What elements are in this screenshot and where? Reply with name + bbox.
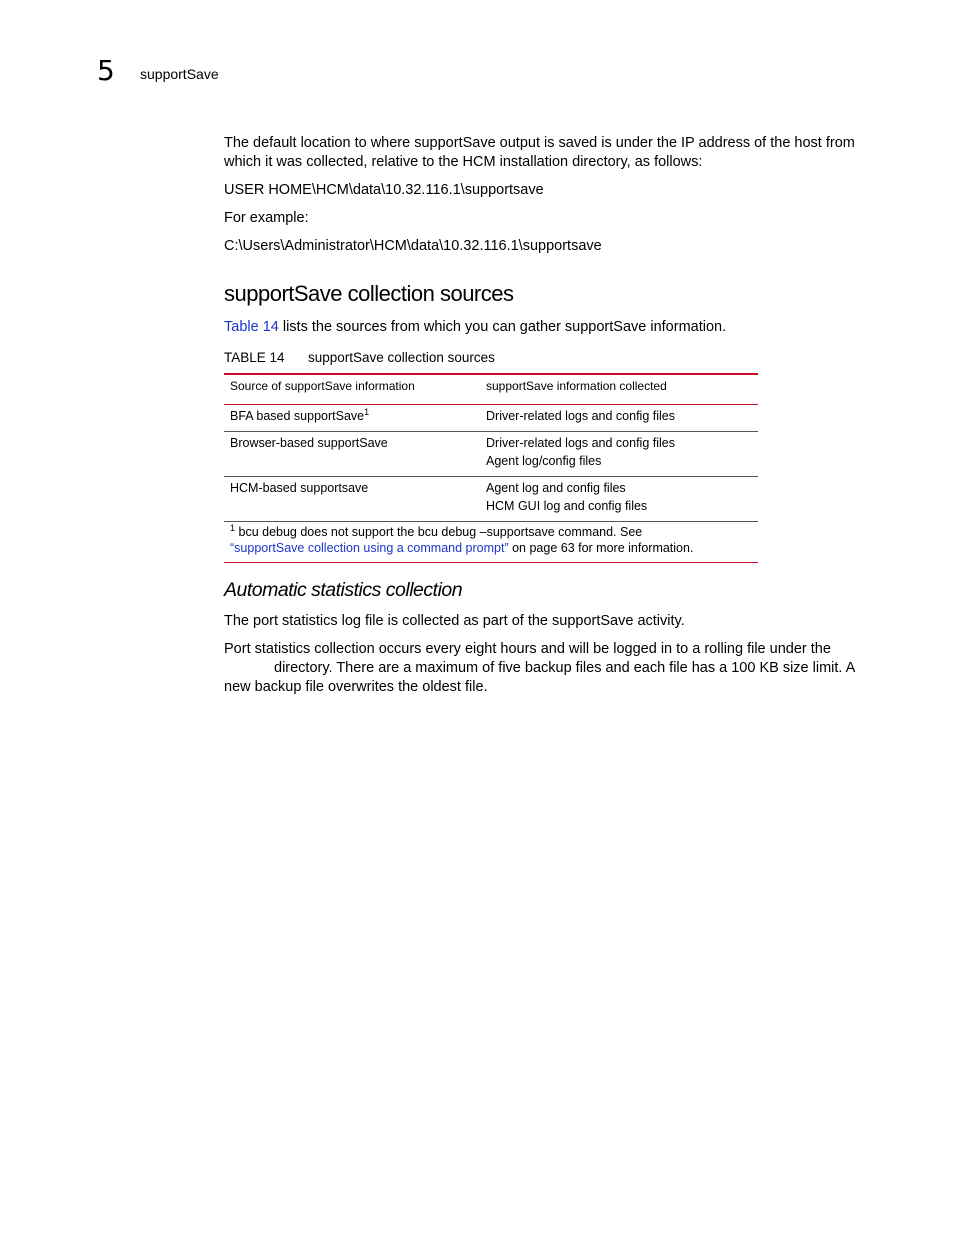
table-header-row — [224, 374, 758, 405]
running-header-title: supportSave — [140, 66, 219, 82]
table-footnote — [224, 522, 758, 563]
collected-item: Agent log and config files — [486, 481, 626, 495]
table-row — [224, 432, 758, 477]
example-path: C:\Users\Administrator\HCM\data\10.32.116.1\supportsave — [224, 238, 602, 254]
footnote-text: bcu debug does not support the bcu debug –supportsave command. See — [235, 525, 643, 539]
table-cell-collected — [480, 477, 758, 522]
source-text: Browser-based supportSave — [230, 436, 388, 450]
footnote-crossref-link[interactable]: “supportSave collection using a command prompt” — [230, 541, 509, 555]
source-text: HCM-based supportsave — [230, 481, 369, 495]
table-cell-source — [224, 405, 480, 432]
footnote-after-link: on page 63 for more information. — [508, 541, 694, 555]
table-cell-collected — [480, 405, 758, 432]
intro-paragraph: The default location to where supportSave output is saved is under the IP address of the host from which it was collected, relative to the HCM installation directory, as follows: — [224, 135, 855, 170]
chapter-number: 5 — [97, 54, 115, 87]
paragraph-2-part-b: directory. There are a maximum of five backup files and each file has a 100 KB size limit. A new backup file overwrites the oldest file. — [224, 660, 855, 695]
subsection-heading: Automatic statistics collection — [224, 579, 463, 601]
table-row — [224, 405, 758, 432]
table-cell-collected — [480, 432, 758, 477]
table-footnote-row — [224, 522, 758, 563]
paragraph-2-part-a: Port statistics collection occurs every eight hours and will be logged in to a rolling file under the — [224, 641, 831, 657]
path-template: USER HOME\HCM\data\10.32.116.1\supportsave — [224, 182, 544, 198]
table-cell-source — [224, 477, 480, 522]
subsection-paragraph-1: The port statistics log file is collected as part of the supportSave activity. — [224, 613, 685, 629]
table-caption-title: supportSave collection sources — [308, 350, 495, 365]
table-header-collected: supportSave information collected — [480, 374, 758, 405]
table-cell-source — [224, 432, 480, 477]
collected-item: Driver-related logs and config files — [486, 409, 675, 423]
collected-item: Agent log/config files — [486, 454, 602, 468]
table-reference-paragraph — [224, 318, 872, 337]
table-reference-text: lists the sources from which you can gather supportSave information. — [278, 319, 727, 335]
table-caption-number: TABLE 14 — [224, 350, 285, 365]
example-label: For example: — [224, 210, 309, 226]
subsection-paragraph-2 — [224, 640, 872, 697]
supportsave-sources-table — [224, 373, 758, 563]
section-heading: supportSave collection sources — [224, 281, 514, 306]
table-14-link[interactable]: Table 14 — [224, 319, 279, 335]
footnote-marker: 1 — [364, 406, 370, 417]
table-header-source: Source of supportSave information — [224, 374, 480, 405]
table-caption — [224, 349, 872, 367]
footnote-number: 1 — [230, 522, 236, 533]
collected-item: Driver-related logs and config files — [486, 436, 675, 450]
page-content — [224, 134, 872, 697]
table-row — [224, 477, 758, 522]
source-text: BFA based supportSave — [230, 409, 365, 423]
collected-item: HCM GUI log and config files — [486, 499, 648, 513]
